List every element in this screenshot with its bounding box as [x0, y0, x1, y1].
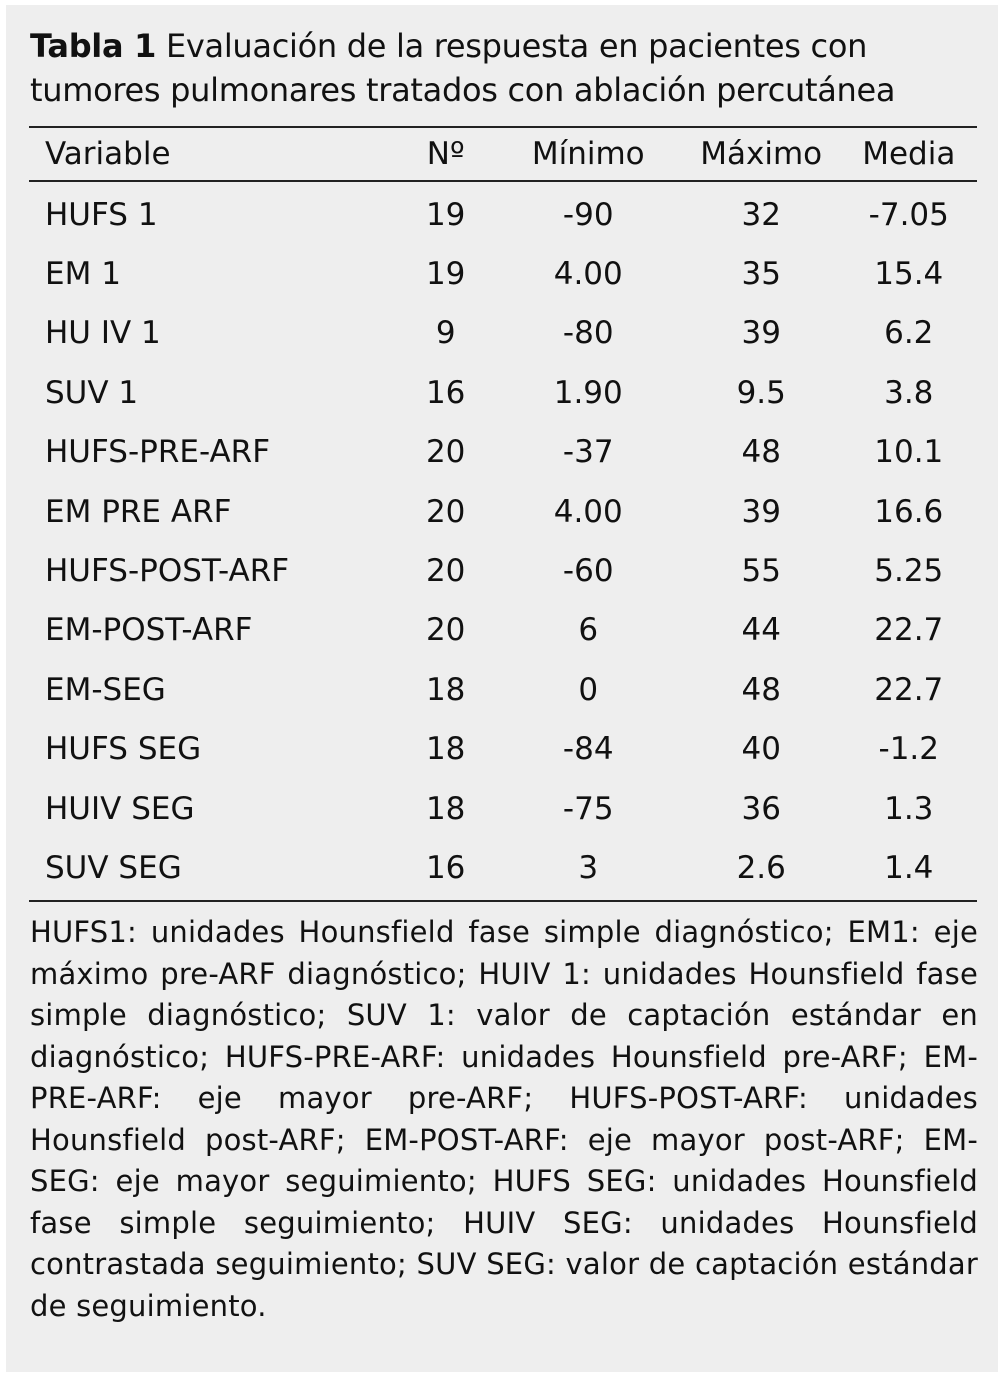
table-row — [29, 779, 977, 838]
cell-maximum: 48 — [741, 434, 781, 471]
cell-mean: 22.7 — [874, 612, 944, 649]
cell-n: 20 — [425, 553, 466, 590]
cell-variable: HUIV SEG — [45, 790, 195, 827]
bottom-rule — [29, 900, 977, 902]
table-row — [29, 541, 977, 600]
table-number: Tabla 1 — [30, 27, 157, 65]
cell-maximum: 36 — [741, 790, 781, 827]
column-header-minimum: Mínimo — [531, 135, 645, 172]
cell-maximum: 48 — [741, 671, 781, 708]
column-header-n: Nº — [426, 135, 465, 172]
cell-maximum: 40 — [741, 731, 781, 768]
cell-maximum: 2.6 — [736, 849, 786, 886]
cell-mean: -7.05 — [868, 196, 949, 233]
cell-minimum: -37 — [562, 434, 614, 471]
cell-maximum: 39 — [741, 493, 781, 530]
column-header-variable: Variable — [45, 135, 171, 172]
cell-variable: HUFS SEG — [45, 731, 202, 768]
cell-mean: 1.3 — [884, 790, 934, 827]
cell-n: 18 — [425, 731, 466, 768]
cell-n: 20 — [425, 434, 466, 471]
cell-minimum: 6 — [578, 612, 599, 649]
cell-variable: SUV SEG — [45, 849, 182, 886]
cell-minimum: 0 — [578, 671, 599, 708]
cell-variable: EM 1 — [45, 256, 121, 293]
cell-mean: 6.2 — [884, 315, 934, 352]
cell-variable: EM-SEG — [45, 671, 166, 708]
cell-variable: HUFS-POST-ARF — [45, 553, 290, 590]
cell-variable: EM PRE ARF — [45, 493, 232, 530]
cell-n: 20 — [425, 493, 466, 530]
cell-n: 16 — [425, 849, 466, 886]
cell-maximum: 39 — [741, 315, 781, 352]
cell-mean: 5.25 — [874, 553, 944, 590]
cell-minimum: 3 — [578, 849, 599, 886]
table-title: Evaluación de la respuesta en pacientes con tumores pulmonares tratados con ablación percutánea — [30, 27, 896, 109]
cell-maximum: 35 — [741, 256, 781, 293]
cell-n: 19 — [425, 256, 466, 293]
cell-variable: HU IV 1 — [45, 315, 161, 352]
cell-minimum: -90 — [562, 196, 614, 233]
cell-minimum: -84 — [562, 731, 614, 768]
table-row — [29, 423, 977, 482]
cell-minimum: -60 — [562, 553, 614, 590]
cell-minimum: 1.90 — [553, 374, 623, 411]
cell-mean: 22.7 — [874, 671, 944, 708]
cell-variable: EM-POST-ARF — [45, 612, 253, 649]
header-row — [29, 126, 977, 181]
table-row — [29, 660, 977, 719]
cell-maximum: 44 — [741, 612, 781, 649]
table-row — [29, 304, 977, 363]
data-table — [29, 126, 977, 898]
cell-minimum: -80 — [562, 315, 614, 352]
cell-n: 18 — [425, 790, 466, 827]
cell-variable: HUFS 1 — [45, 196, 158, 233]
cell-n: 19 — [425, 196, 466, 233]
cell-variable: HUFS-PRE-ARF — [45, 434, 271, 471]
column-header-maximum: Máximo — [700, 135, 823, 172]
cell-mean: 10.1 — [874, 434, 944, 471]
cell-n: 18 — [425, 671, 466, 708]
cell-minimum: 4.00 — [553, 493, 623, 530]
table-row — [29, 720, 977, 779]
table-caption — [30, 24, 980, 112]
table-row — [29, 482, 977, 541]
cell-variable: SUV 1 — [45, 374, 139, 411]
cell-n: 9 — [435, 315, 456, 352]
cell-minimum: 4.00 — [553, 256, 623, 293]
cell-maximum: 55 — [741, 553, 781, 590]
cell-mean: 1.4 — [884, 849, 934, 886]
cell-mean: 3.8 — [884, 374, 934, 411]
cell-mean: 15.4 — [874, 256, 944, 293]
column-header-mean: Media — [862, 135, 956, 172]
table-row — [29, 601, 977, 660]
cell-maximum: 32 — [741, 196, 781, 233]
table-row — [29, 838, 977, 897]
cell-minimum: -75 — [562, 790, 614, 827]
table-footnote: HUFS1: unidades Hounsfield fase simple diagnóstico; EM1: eje máximo pre-ARF diagnóstico; HUIV 1: unidades Hounsfield fase simple diagnóstico; SUV 1: valor de captación estándar en diagnóstico; HUFS-PRE-ARF: unidades Hounsfield pre-ARF; EM-PRE-ARF: eje mayor pre-ARF; HUFS-POST-ARF: unidades Hounsfield post-ARF; EM-POST-ARF: eje mayor post-ARF; EM-SEG: eje mayor seguimiento; HUFS SEG: unidades Hounsfield fase simple seguimiento; HUIV SEG: unidades Hounsfield contrastada seguimiento; SUV SEG: valor de captación estándar de seguimiento. — [30, 915, 978, 1323]
table-row — [29, 181, 977, 244]
cell-maximum: 9.5 — [736, 374, 786, 411]
cell-mean: -1.2 — [878, 731, 940, 768]
cell-mean: 16.6 — [874, 493, 944, 530]
table-row — [29, 244, 977, 303]
cell-n: 16 — [425, 374, 466, 411]
cell-n: 20 — [425, 612, 466, 649]
table-row — [29, 363, 977, 422]
